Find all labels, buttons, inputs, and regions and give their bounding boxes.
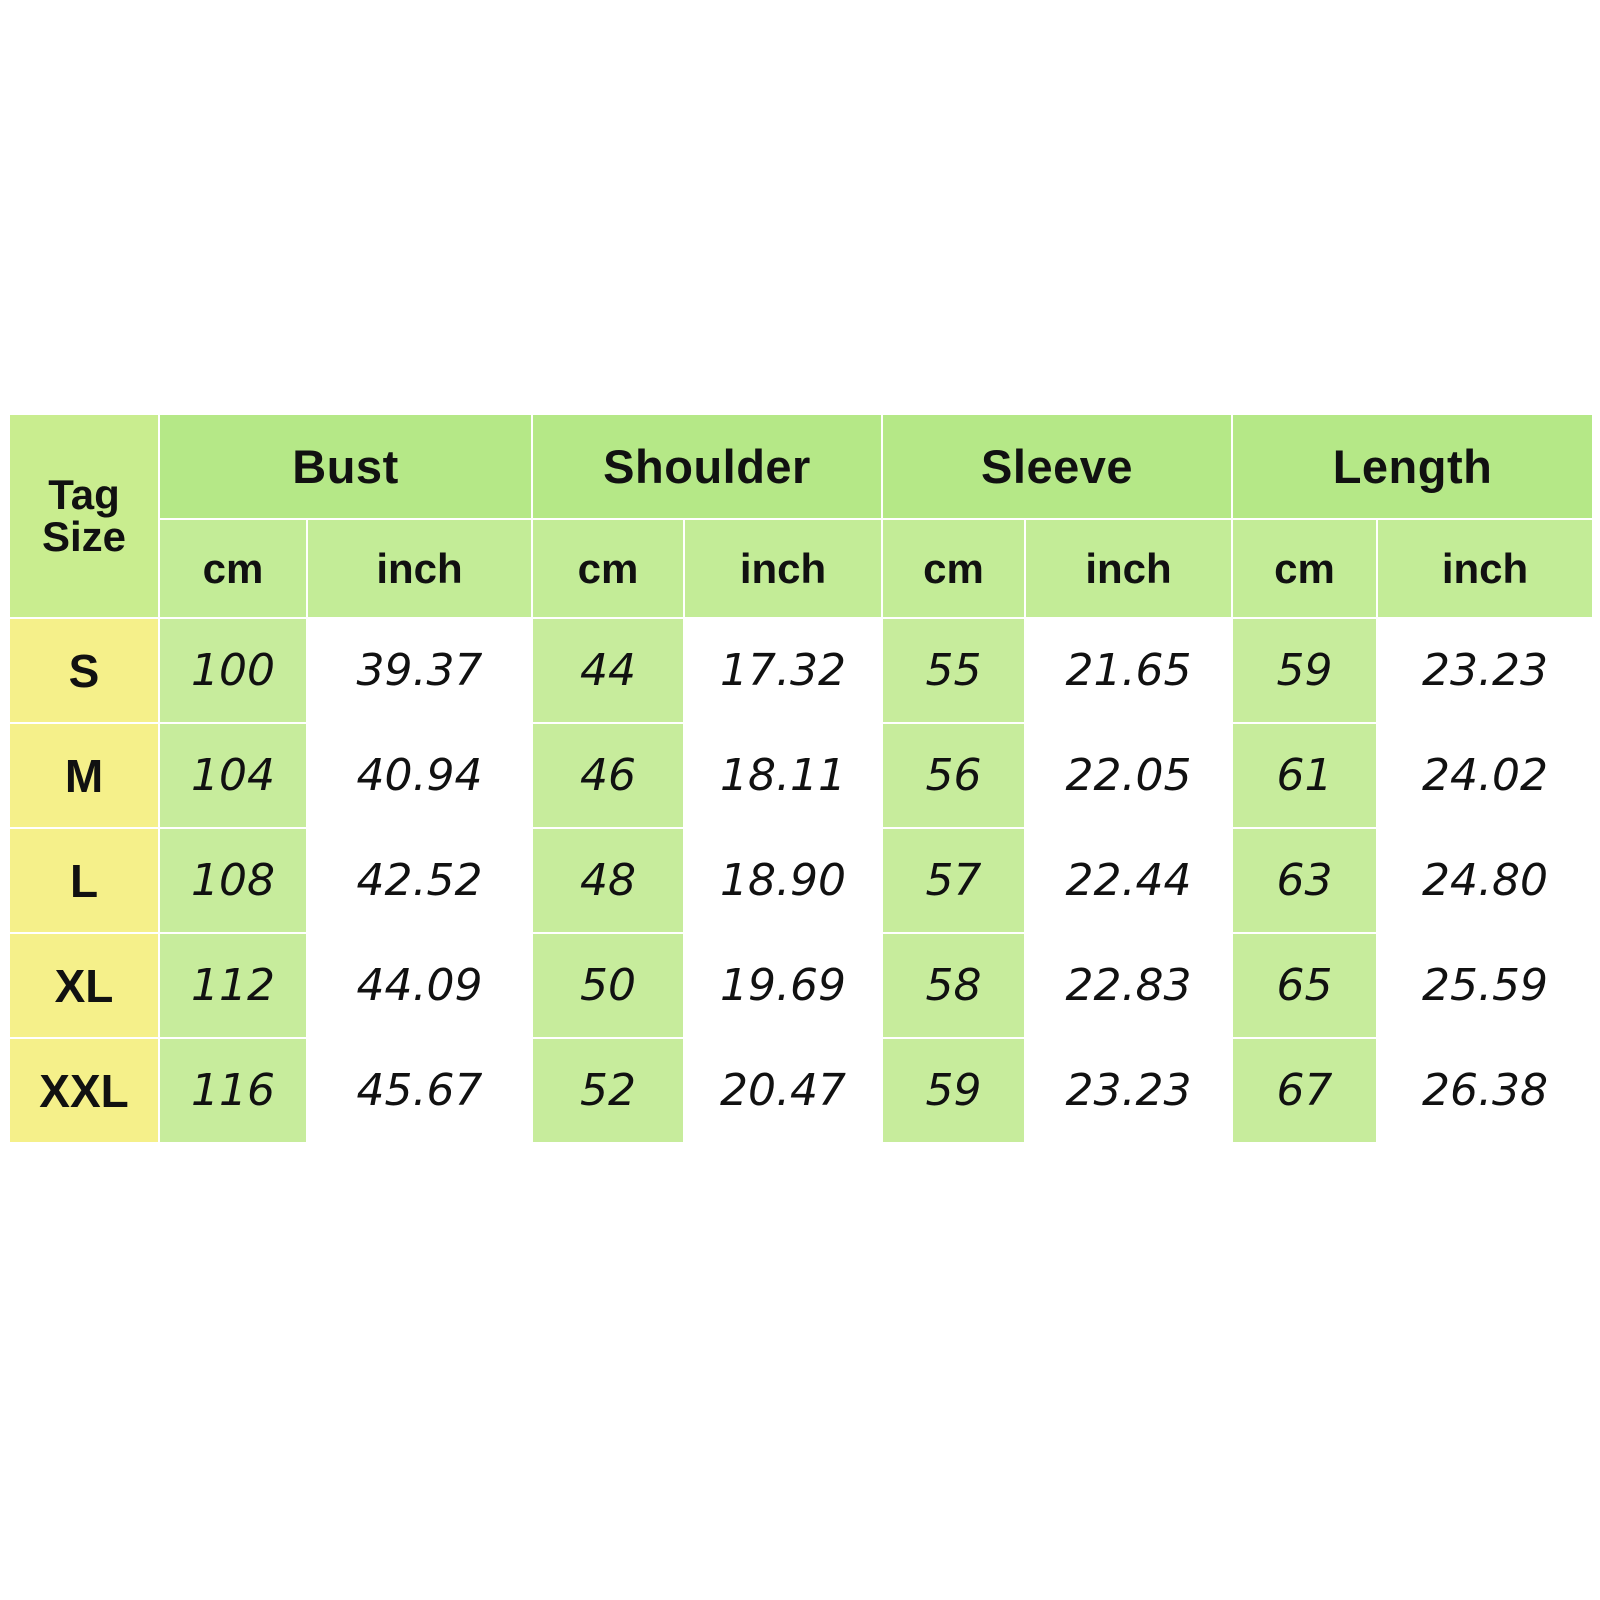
table-row: [9, 1038, 1593, 1143]
header-row-groups: [9, 414, 1593, 519]
size-label: S: [9, 618, 159, 723]
tag-size-header: [9, 414, 159, 618]
bust-cm: 112: [159, 933, 307, 1038]
shoulder-cm: 52: [532, 1038, 684, 1143]
sleeve-cm: 58: [882, 933, 1025, 1038]
header-unit-bust-inch: inch: [307, 519, 532, 618]
bust-cm: 116: [159, 1038, 307, 1143]
table-row: [9, 618, 1593, 723]
bust-inch: 40.94: [307, 723, 532, 828]
header-unit-length-cm: cm: [1232, 519, 1377, 618]
table-header: [9, 414, 1593, 618]
shoulder-inch: 18.90: [684, 828, 882, 933]
header-unit-shoulder-inch: inch: [684, 519, 882, 618]
shoulder-inch: 17.32: [684, 618, 882, 723]
size-label: XXL: [9, 1038, 159, 1143]
length-inch: 23.23: [1377, 618, 1593, 723]
size-chart-table: [8, 413, 1594, 1144]
bust-cm: 100: [159, 618, 307, 723]
table-body: [9, 618, 1593, 1143]
size-label: L: [9, 828, 159, 933]
shoulder-inch: 18.11: [684, 723, 882, 828]
length-inch: 26.38: [1377, 1038, 1593, 1143]
bust-cm: 108: [159, 828, 307, 933]
shoulder-inch: 19.69: [684, 933, 882, 1038]
bust-inch: 42.52: [307, 828, 532, 933]
sleeve-inch: 21.65: [1025, 618, 1232, 723]
shoulder-inch: 20.47: [684, 1038, 882, 1143]
header-unit-sleeve-inch: inch: [1025, 519, 1232, 618]
length-inch: 24.02: [1377, 723, 1593, 828]
length-cm: 67: [1232, 1038, 1377, 1143]
length-inch: 25.59: [1377, 933, 1593, 1038]
size-label: XL: [9, 933, 159, 1038]
sleeve-inch: 22.44: [1025, 828, 1232, 933]
sleeve-cm: 55: [882, 618, 1025, 723]
sleeve-cm: 59: [882, 1038, 1025, 1143]
shoulder-cm: 44: [532, 618, 684, 723]
sleeve-inch: 23.23: [1025, 1038, 1232, 1143]
table-row: [9, 828, 1593, 933]
header-unit-bust-cm: cm: [159, 519, 307, 618]
sleeve-inch: 22.05: [1025, 723, 1232, 828]
bust-inch: 44.09: [307, 933, 532, 1038]
header-group-sleeve: Sleeve: [882, 414, 1232, 519]
length-cm: 61: [1232, 723, 1377, 828]
header-unit-sleeve-cm: cm: [882, 519, 1025, 618]
tag-size-line2: Size: [41, 513, 127, 560]
header-group-length: Length: [1232, 414, 1593, 519]
size-chart-container: [8, 413, 1592, 1144]
length-cm: 63: [1232, 828, 1377, 933]
shoulder-cm: 48: [532, 828, 684, 933]
length-cm: 59: [1232, 618, 1377, 723]
length-inch: 24.80: [1377, 828, 1593, 933]
length-cm: 65: [1232, 933, 1377, 1038]
size-label: M: [9, 723, 159, 828]
header-unit-length-inch: inch: [1377, 519, 1593, 618]
bust-inch: 45.67: [307, 1038, 532, 1143]
tag-size-line1: Tag: [48, 471, 120, 518]
header-unit-shoulder-cm: cm: [532, 519, 684, 618]
sleeve-inch: 22.83: [1025, 933, 1232, 1038]
sleeve-cm: 56: [882, 723, 1025, 828]
shoulder-cm: 46: [532, 723, 684, 828]
table-row: [9, 933, 1593, 1038]
header-row-units: [9, 519, 1593, 618]
shoulder-cm: 50: [532, 933, 684, 1038]
sleeve-cm: 57: [882, 828, 1025, 933]
bust-inch: 39.37: [307, 618, 532, 723]
table-row: [9, 723, 1593, 828]
header-group-shoulder: Shoulder: [532, 414, 882, 519]
bust-cm: 104: [159, 723, 307, 828]
header-group-bust: Bust: [159, 414, 532, 519]
